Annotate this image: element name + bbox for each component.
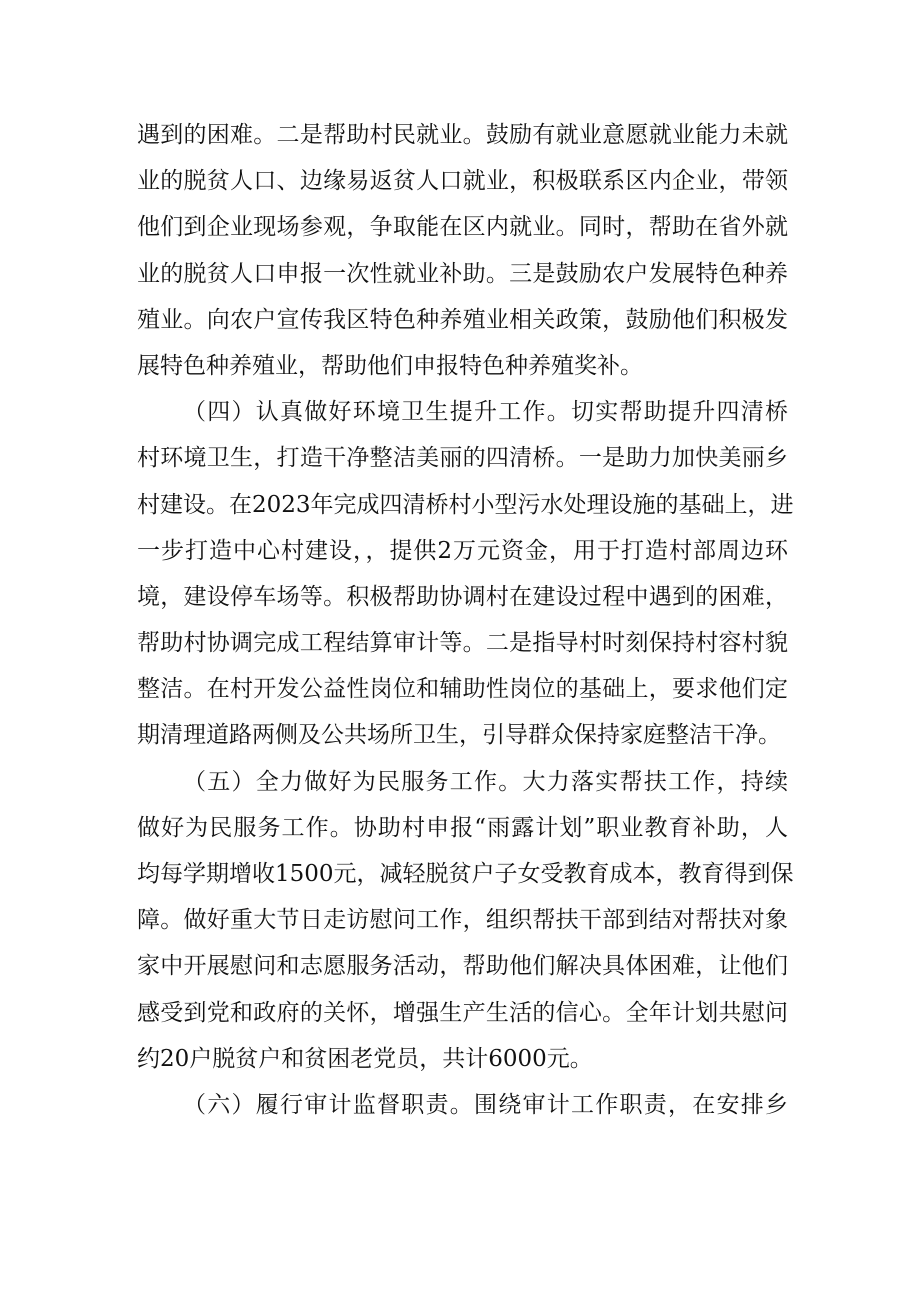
- text-line: 境，建设停车场等。积极帮助协调村在建设过程中遇到的困难，: [137, 583, 788, 610]
- text-line: 业的脱贫人口申报一次性就业补助。三是鼓励农户发展特色种养: [137, 260, 788, 287]
- text-line: 一步打造中心村建设，，提供2万元资金，用于打造村部周边环: [137, 537, 788, 564]
- text-line: 障。做好重大节日走访慰问工作，组织帮扶干部到结对帮扶对象: [137, 907, 788, 934]
- text-line: 约20户脱贫户和贫困老党员，共计6000元。: [137, 1045, 593, 1072]
- document-body: [137, 112, 794, 1128]
- text-line-indented: （四）认真做好环境卫生提升工作。切实帮助提升四清桥: [183, 399, 788, 426]
- text-line: 他们到企业现场参观，争取能在区内就业。同时，帮助在省外就: [137, 214, 788, 241]
- text-line: 均每学期增收1500元，减轻脱贫户子女受教育成本，教育得到保: [137, 861, 794, 887]
- text-line-indented: （五）全力做好为民服务工作。大力落实帮扶工作，持续: [183, 768, 788, 795]
- text-line: 业的脱贫人口、边缘易返贫人口就业，积极联系区内企业，带领: [137, 168, 788, 195]
- text-line-indented: （六）履行审计监督职责。围绕审计工作职责，在安排乡: [183, 1091, 788, 1118]
- text-line: 家中开展慰问和志愿服务活动，帮助他们解决具体困难，让他们: [137, 953, 788, 980]
- text-line: 帮助村协调完成工程结算审计等。二是指导村时刻保持村容村貌: [137, 630, 788, 657]
- text-line: 整洁。在村开发公益性岗位和辅助性岗位的基础上，要求他们定: [137, 676, 788, 703]
- text-line: 村环境卫生，打造干净整洁美丽的四清桥。一是助力加快美丽乡: [137, 445, 788, 472]
- text-line: 感受到党和政府的关怀，增强生产生活的信心。全年计划共慰问: [137, 999, 788, 1026]
- text-line: 展特色种养殖业，帮助他们申报特色种养殖奖补。: [137, 352, 643, 379]
- text-line: 期清理道路两侧及公共场所卫生，引导群众保持家庭整洁干净。: [137, 722, 781, 749]
- text-line: 做好为民服务工作。协助村申报“雨露计划”职业教育补助，人: [137, 814, 788, 841]
- text-line: 殖业。向农户宣传我区特色种养殖业相关政策，鼓励他们积极发: [137, 306, 788, 333]
- text-line: 遇到的困难。二是帮助村民就业。鼓励有就业意愿就业能力未就: [137, 122, 788, 148]
- text-line: 村建设。在2023年完成四清桥村小型污水处理设施的基础上，进: [137, 491, 794, 518]
